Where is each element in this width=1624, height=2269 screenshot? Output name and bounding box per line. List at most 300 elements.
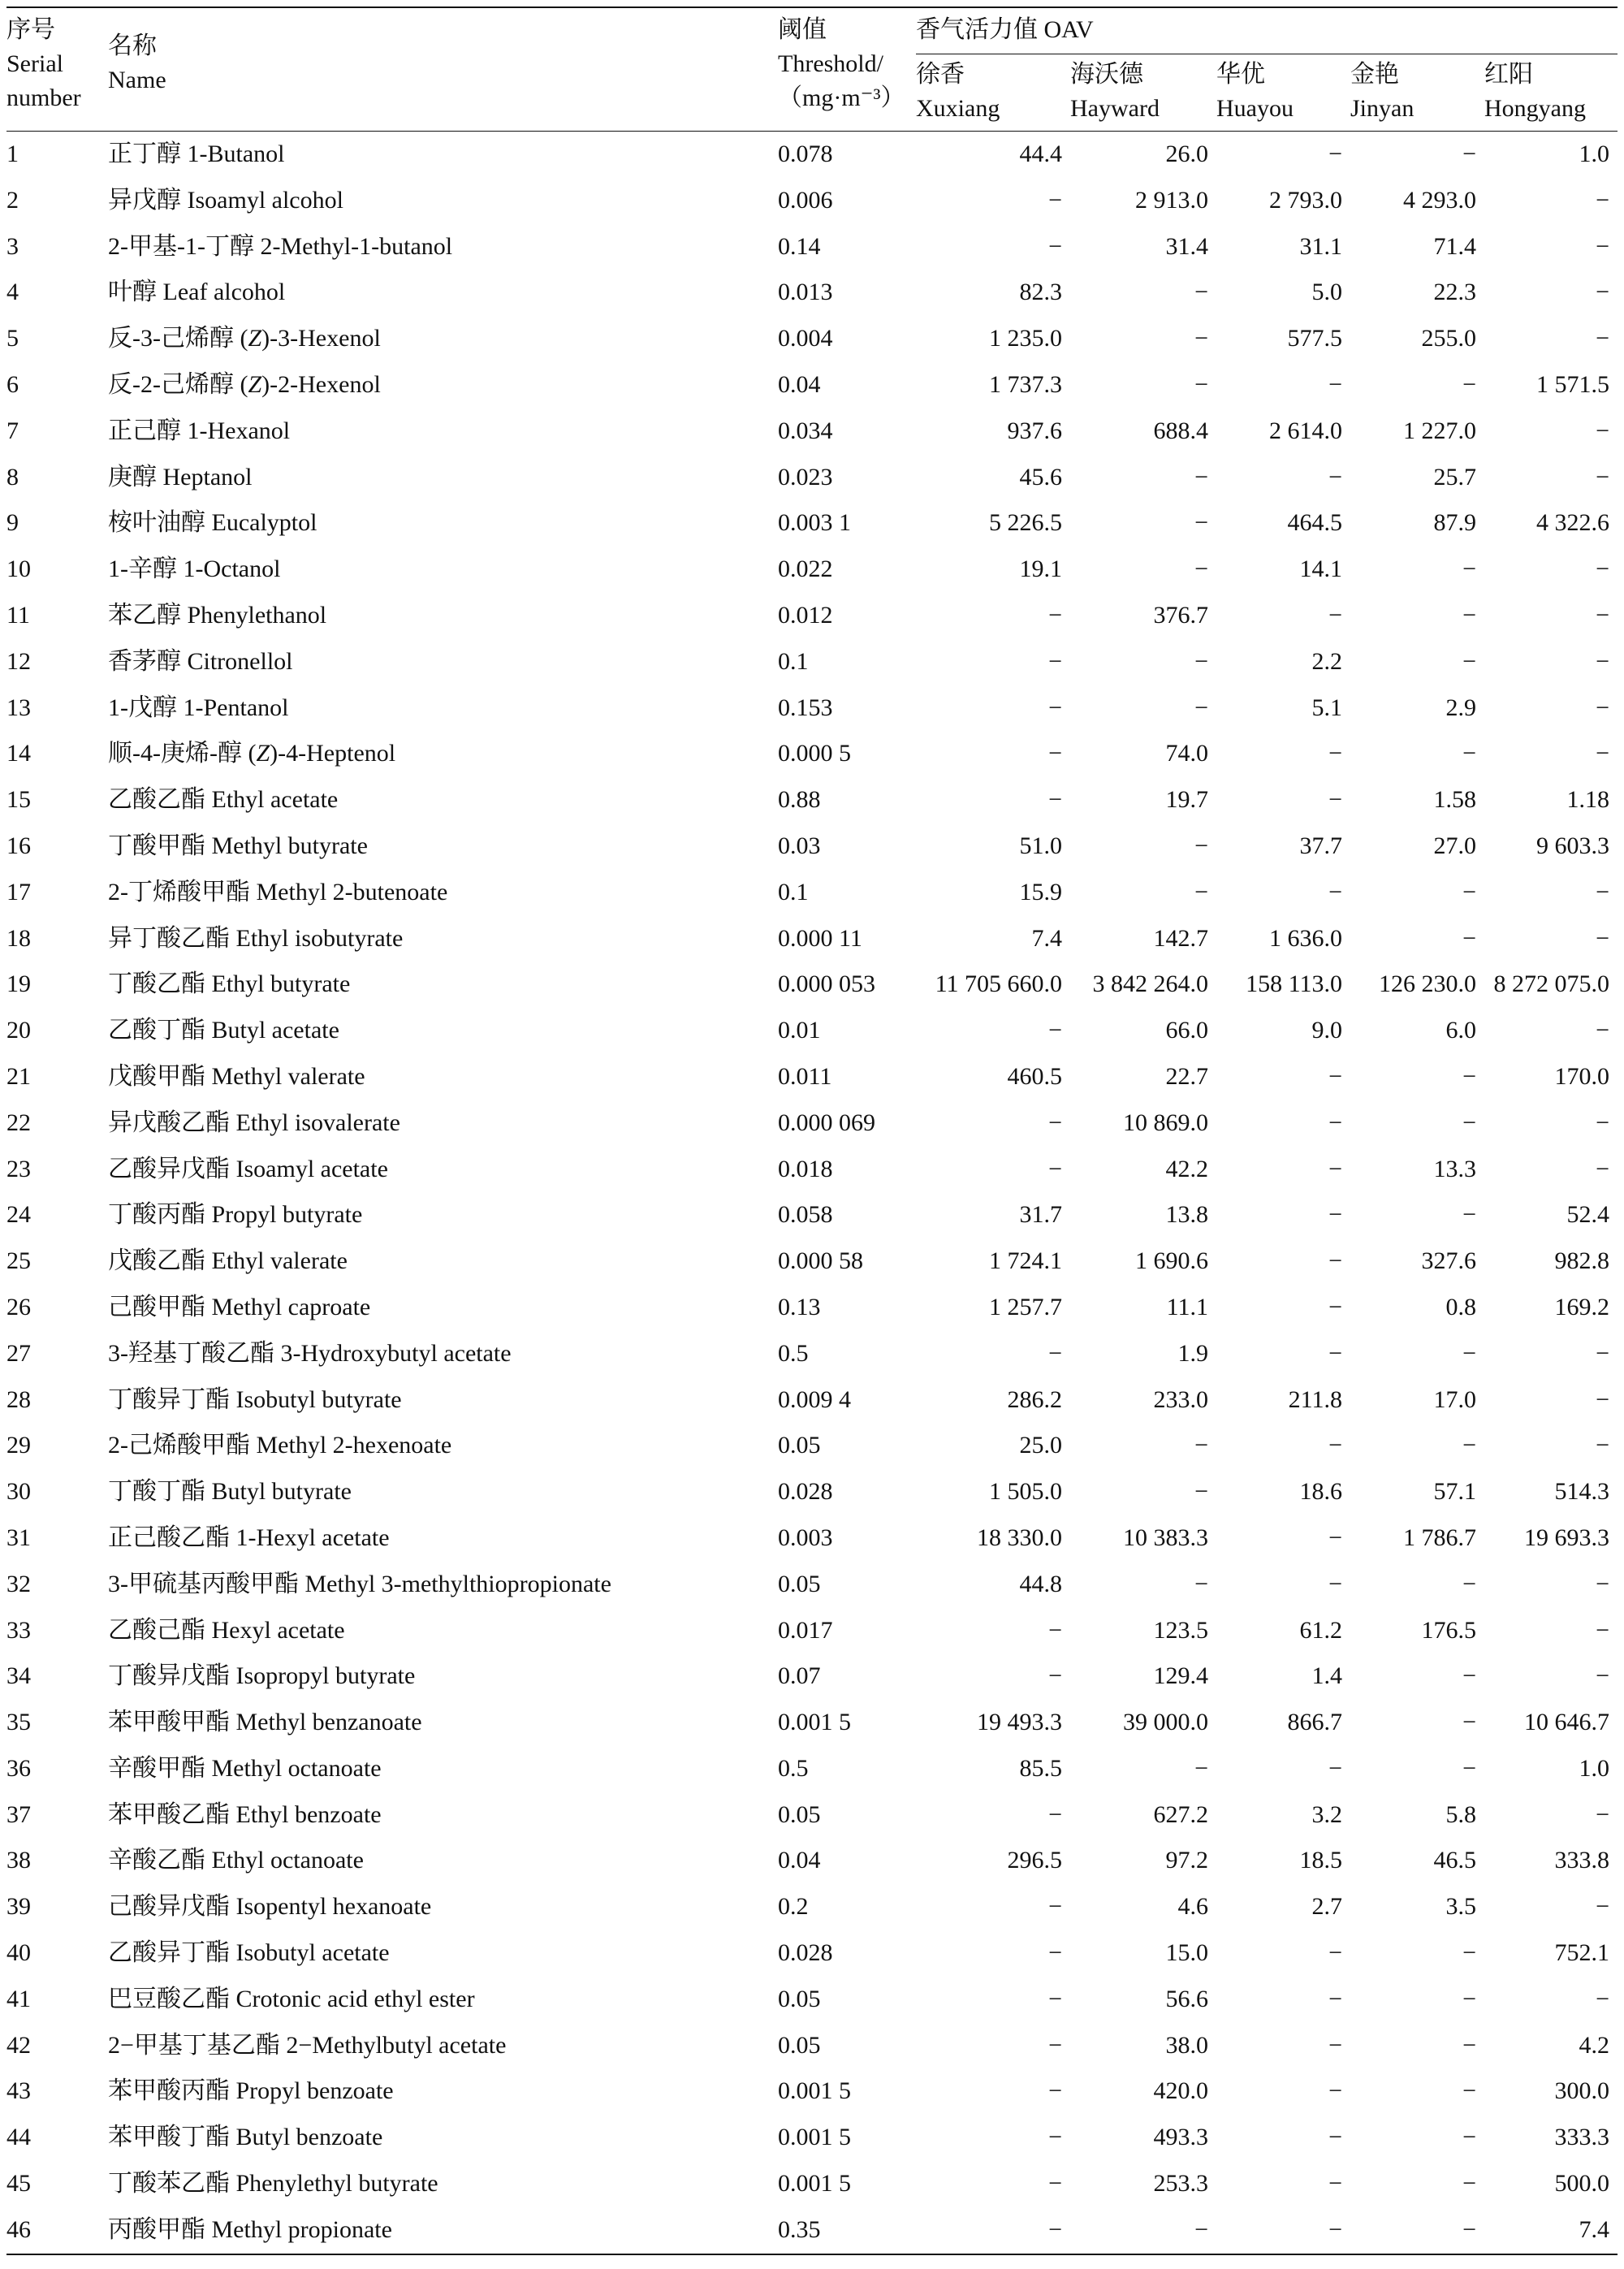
threshold-cell: 0.034 [778,417,833,444]
name-cell [108,962,778,1008]
name-cell [108,1608,778,1654]
table-row [6,1515,1618,1562]
threshold-cell: 0.1 [778,647,809,675]
oav-value-cell: 5.8 [1445,1800,1476,1828]
name-cell [108,1192,778,1238]
name-cn: 异丁酸乙酯 [108,924,230,952]
name-en: Ethyl acetate [211,786,339,814]
oav-value-cell: − [1462,740,1476,767]
oav-value-cell: − [1194,463,1208,491]
serial-cell: 41 [6,1985,31,2012]
threshold-cell: 0.04 [778,1847,821,1874]
name-en: Butyl acetate [211,1017,339,1044]
threshold-cell: 0.001 5 [778,2077,851,2105]
oav-value-cell: 15.9 [1019,878,1062,905]
table-row [6,1331,1618,1377]
oav-value-cell: 1 257.7 [989,1293,1062,1320]
name-en: Methyl octanoate [211,1754,382,1782]
name-cell [108,316,778,362]
oav-value-cell: 3 842 264.0 [1092,970,1208,998]
oav-value-cell: − [1462,1570,1476,1597]
oav-value-cell: 22.7 [1165,1062,1208,1090]
table-row [6,1562,1618,1608]
oav-value-cell: − [1048,186,1062,214]
oav-value-cell: 2 913.0 [1135,186,1208,214]
oav-value-cell: 10 646.7 [1524,1709,1610,1736]
table-row [6,685,1618,732]
oav-value-cell: 4.6 [1177,1893,1208,1921]
serial-cell: 32 [6,1570,31,1597]
oav-value-cell: 26.0 [1165,140,1208,167]
oav-value-cell: 211.8 [1288,1385,1342,1413]
oav-value-cell: − [1048,2031,1062,2059]
name-cn: 3-甲硫基丙酸甲酯 [108,1570,299,1597]
oav-value-cell: − [1048,694,1062,721]
name-en: Isoamyl alcohol [187,186,343,214]
threshold-cell: 0.35 [778,2207,916,2254]
name-cn: 顺-4-庚烯-醇 [108,740,242,767]
oav-value-cell: 66.0 [1165,1017,1208,1044]
oav-value-cell: − [1596,1432,1610,1459]
name-cn: 正己醇 [108,417,181,444]
oav-value-cell: − [1328,140,1342,167]
oav-value-cell: 376.7 [1153,601,1208,629]
oav-value-cell: − [1328,463,1342,491]
name-en: Methyl 2-butenoate [256,878,448,905]
threshold-cell: 0.000 58 [778,1247,863,1275]
name-cn: 乙酸异戊酯 [108,1155,230,1182]
name-cn: 2−甲基丁基乙酯 [108,2031,280,2059]
name-cell [108,1930,778,1977]
oav-value-cell: − [1596,555,1610,583]
name-cn: 丁酸丙酯 [108,1201,205,1229]
oav-value-cell: 2 793.0 [1269,186,1342,214]
serial-cell: 3 [6,232,19,260]
oav-value-cell: − [1462,1754,1476,1782]
serial-cell: 46 [6,2207,108,2254]
table-row [6,2068,1618,2115]
oav-value-cell: 97.2 [1165,1847,1208,1874]
threshold-cell: 0.04 [778,370,821,398]
table-row [6,1792,1618,1839]
name-cn: 乙酸乙酯 [108,786,205,814]
oav-value-cell: 18.6 [1299,1478,1342,1506]
oav-value-cell: − [1596,1800,1610,1828]
threshold-cell: 0.028 [778,1478,833,1506]
name-cell [108,224,778,270]
name-cell [108,2115,778,2161]
threshold-cell: 0.023 [778,463,833,491]
oav-value-cell: 44.4 [1019,140,1062,167]
oav-value-cell: − [1596,1017,1610,1044]
name-cell [108,1977,778,2023]
oav-value-cell: − [1596,1985,1610,2012]
name-cn: 2-丁烯酸甲酯 [108,878,250,905]
oav-value-cell: − [1350,2207,1484,2254]
threshold-cell: 0.013 [778,279,833,306]
table-row [6,1285,1618,1331]
name-en: (Z)-3-Hexenol [240,325,381,352]
oav-value-cell: 38.0 [1165,2031,1208,2059]
oav-value-cell: − [1596,186,1610,214]
oav-value-cell: − [916,2207,1070,2254]
name-cell [108,1700,778,1746]
name-en: 1-Octanol [183,555,281,583]
threshold-cell: 0.003 [778,1523,833,1551]
oav-value-cell: 1 737.3 [989,370,1062,398]
name-cell [108,1515,778,1562]
name-en: Ethyl isobutyrate [235,924,404,952]
serial-cell: 19 [6,970,31,998]
oav-value-cell: 4 322.6 [1536,509,1610,537]
oav-value-cell: 752.1 [1554,1939,1610,1967]
serial-cell: 2 [6,186,19,214]
table-row [6,1608,1618,1654]
oav-value-cell: 57.1 [1433,1478,1476,1506]
oav-value-cell: 87.9 [1433,509,1476,537]
oav-value-cell: 982.8 [1554,1247,1610,1275]
name-en: Isoamyl acetate [235,1155,388,1182]
threshold-cell: 0.000 053 [778,970,875,998]
serial-cell: 30 [6,1478,31,1506]
oav-value-cell: 7.4 [1484,2207,1618,2254]
oav-value-cell: − [1328,1155,1342,1182]
name-cell [108,1562,778,1608]
oav-value-cell: − [1462,1985,1476,2012]
header-name: 名称 Name [108,7,778,132]
name-cn: 异戊醇 [108,186,181,214]
oav-value-cell: 1.58 [1433,786,1476,814]
serial-cell: 14 [6,740,31,767]
oav-value-cell: 327.6 [1421,1247,1476,1275]
threshold-cell: 0.88 [778,786,821,814]
oav-value-cell: 5.0 [1311,279,1342,306]
threshold-cell: 0.1 [778,878,809,905]
name-en: 1-Pentanol [183,694,289,721]
oav-value-cell: 31.4 [1165,232,1208,260]
header-threshold: 阈值 Threshold/ （mg·m⁻³） [778,7,916,132]
serial-cell: 15 [6,786,31,814]
name-en: Leaf alcohol [162,279,286,306]
threshold-cell: 0.05 [778,1570,821,1597]
name-en: Methyl butyrate [211,832,368,859]
serial-cell: 31 [6,1523,31,1551]
oav-value-cell: − [1328,1339,1342,1367]
serial-cell: 33 [6,1616,31,1644]
serial-cell: 7 [6,417,19,444]
oav-value-cell: − [1048,1017,1062,1044]
table-row [6,2115,1618,2161]
oav-value-cell: 333.8 [1554,1847,1610,1874]
oav-value-cell: − [1048,647,1062,675]
name-en: Phenylethyl butyrate [235,2170,438,2198]
name-en: Methyl benzanoate [235,1709,422,1736]
name-en: 2-Methyl-1-butanol [260,232,453,260]
oav-value-cell: 627.2 [1153,1800,1208,1828]
table-row [6,1423,1618,1469]
name-en: Ethyl octanoate [211,1847,364,1874]
name-cell [108,2068,778,2115]
oav-value-cell: − [1596,1570,1610,1597]
oav-value-cell: 0.8 [1445,1293,1476,1320]
serial-cell: 38 [6,1847,31,1874]
name-cn: 1-戊醇 [108,694,177,721]
serial-cell: 39 [6,1893,31,1921]
name-cn: 3-羟基丁酸乙酯 [108,1339,274,1367]
oav-value-cell: − [1048,2170,1062,2198]
table-row [6,916,1618,962]
name-cn: 1-辛醇 [108,555,177,583]
oav-value-cell: − [1048,1616,1062,1644]
name-cell [108,870,778,916]
serial-cell: 18 [6,924,31,952]
oav-value-cell: − [1194,1754,1208,1782]
oav-value-cell: 37.7 [1299,832,1342,859]
name-cell [108,1423,778,1469]
oav-value-cell: 18.5 [1299,1847,1342,1874]
oav-value-cell: 4 293.0 [1403,186,1476,214]
oav-value-cell: − [1596,232,1610,260]
serial-cell: 25 [6,1247,31,1275]
table-row [6,1977,1618,2023]
oav-value-cell: − [1596,463,1610,491]
name-cn: 丙酸甲酯 [108,2215,205,2243]
name-cn: 苯甲酸丙酯 [108,2077,230,2105]
oav-value-cell: 71.4 [1433,232,1476,260]
threshold-cell: 0.000 11 [778,924,862,952]
name-cell [108,593,778,639]
oav-value-cell: 1 786.7 [1403,1523,1476,1551]
header-cultivar: 徐香 Xuxiang [916,54,1070,132]
name-en: Isopentyl hexanoate [235,1893,432,1921]
table-row [6,1884,1618,1930]
name-cn: 丁酸丁酯 [108,1478,205,1506]
oav-value-cell: − [1596,924,1610,952]
name-cn: 丁酸异丁酯 [108,1385,230,1413]
oav-value-cell: − [1048,2124,1062,2151]
name-cn: 丁酸甲酯 [108,832,205,859]
oav-value-cell: − [1194,509,1208,537]
threshold-cell: 0.006 [778,186,833,214]
threshold-cell: 0.5 [778,1339,809,1367]
oav-value-cell: − [1328,1062,1342,1090]
serial-cell: 20 [6,1017,31,1044]
oav-value-cell: − [1048,601,1062,629]
oav-value-cell: 123.5 [1153,1616,1208,1644]
oav-value-cell: 300.0 [1554,2077,1610,2105]
oav-value-cell: − [1328,1754,1342,1782]
oav-value-cell: 1 505.0 [989,1478,1062,1506]
name-cell [108,178,778,224]
table-row [6,1192,1618,1238]
oav-value-cell: 14.1 [1299,555,1342,583]
name-cn: 乙酸异丁酯 [108,1939,230,1967]
name-cell [108,1100,778,1147]
threshold-cell: 0.153 [778,694,833,721]
table-row [6,777,1618,823]
name-cell [108,1792,778,1839]
oav-value-cell: − [1462,1062,1476,1090]
name-cn: 己酸异戊酯 [108,1893,230,1921]
oav-value-cell: − [1596,1339,1610,1367]
oav-value-cell: 1 571.5 [1536,370,1610,398]
table-row [6,1238,1618,1285]
name-cell [108,777,778,823]
name-en: Propyl benzoate [235,2077,394,2105]
name-en: Methyl 3-methylthiopropionate [304,1570,611,1597]
name-cn: 苯甲酸甲酯 [108,1709,230,1736]
oav-value-cell: − [1462,601,1476,629]
oav-value-cell: − [1462,1109,1476,1136]
table-row [6,408,1618,455]
oav-value-cell: 2.2 [1311,647,1342,675]
oav-value-cell: 25.0 [1019,1432,1062,1459]
name-en: Propyl butyrate [211,1201,363,1229]
oav-value-cell: 464.5 [1287,509,1342,537]
oav-value-cell: − [1596,740,1610,767]
table-row [6,1147,1618,1193]
oav-value-cell: − [1328,740,1342,767]
name-cell [108,2161,778,2207]
table-row [6,1930,1618,1977]
oav-value-cell: − [1194,832,1208,859]
oav-value-cell: − [1462,1201,1476,1229]
name-cell [108,2207,778,2254]
oav-value-cell: − [1048,1155,1062,1182]
oav-value-cell: 170.0 [1554,1062,1610,1090]
threshold-cell: 0.05 [778,1800,821,1828]
table-row [6,1746,1618,1792]
serial-cell: 40 [6,1939,31,1967]
name-cn: 桉叶油醇 [108,509,205,537]
oav-value-cell: 333.3 [1554,2124,1610,2151]
name-cn: 辛酸甲酯 [108,1754,205,1782]
oav-value-cell: 9.0 [1311,1017,1342,1044]
name-cn: 丁酸异戊酯 [108,1662,230,1690]
threshold-cell: 0.05 [778,2031,821,2059]
oav-value-cell: 10 869.0 [1123,1109,1208,1136]
name-en: Crotonic acid ethyl ester [235,1985,475,2012]
oav-value-cell: − [1328,1985,1342,2012]
oav-value-cell: − [1328,370,1342,398]
name-en: Methyl caproate [211,1293,371,1320]
threshold-cell: 0.000 069 [778,1109,875,1136]
name-en: 1-Hexanol [187,417,291,444]
name-cn: 苯乙醇 [108,601,181,629]
oav-value-cell: − [1048,1985,1062,2012]
threshold-cell: 0.028 [778,1939,833,1967]
table-row [6,1700,1618,1746]
name-cn: 2-己烯酸甲酯 [108,1432,250,1459]
oav-value-cell: − [1462,2124,1476,2151]
header-cultivar: 金艳 Jinyan [1350,54,1484,132]
oav-value-cell: 10 383.3 [1123,1523,1208,1551]
threshold-cell: 0.001 5 [778,2170,851,2198]
oav-value-cell: 7.4 [1031,924,1062,952]
header-cultivar: 海沃德 Hayward [1070,54,1216,132]
threshold-cell: 0.017 [778,1616,833,1644]
name-cn: 正丁醇 [108,140,181,167]
oav-value-cell: 866.7 [1287,1709,1342,1736]
oav-value-cell: − [1596,1155,1610,1182]
threshold-cell: 0.001 5 [778,1709,851,1736]
threshold-cell: 0.07 [778,1662,821,1690]
oav-value-cell: − [1328,2124,1342,2151]
table-row [6,1008,1618,1054]
threshold-cell: 0.011 [778,1062,832,1090]
oav-value-cell: − [1194,325,1208,352]
threshold-cell: 0.078 [778,140,833,167]
serial-cell: 10 [6,555,31,583]
table-row [6,178,1618,224]
serial-cell: 36 [6,1754,31,1782]
name-cn: 戊酸甲酯 [108,1062,205,1090]
oav-value-cell: 142.7 [1153,924,1208,952]
table-row [6,2161,1618,2207]
oav-value-cell: − [1048,1662,1062,1690]
threshold-cell: 0.2 [778,1893,809,1921]
threshold-cell: 0.01 [778,1017,821,1044]
oav-value-cell: − [1596,647,1610,675]
oav-value-cell: 15.0 [1165,1939,1208,1967]
name-en: Heptanol [162,463,253,491]
oav-value-cell: 6.0 [1445,1017,1476,1044]
oav-value-cell: − [1596,601,1610,629]
oav-value-cell: − [1328,2170,1342,2198]
oav-value-cell: 5 226.5 [989,509,1062,537]
serial-cell: 23 [6,1155,31,1182]
oav-value-cell: 19.7 [1165,786,1208,814]
table-row [6,731,1618,777]
oav-value-cell: 176.5 [1421,1616,1476,1644]
oav-value-cell: 2 614.0 [1269,417,1342,444]
oav-value-cell: 3.2 [1311,1800,1342,1828]
oav-value-cell: − [1194,370,1208,398]
name-cell [108,1653,778,1700]
name-cell [108,639,778,685]
oav-value-cell: − [1194,555,1208,583]
name-en: Isopropyl butyrate [235,1662,416,1690]
oav-value-cell: 169.2 [1554,1293,1610,1320]
name-cell [108,1008,778,1054]
serial-cell: 42 [6,2031,31,2059]
oav-value-cell: 158 113.0 [1246,970,1342,998]
threshold-cell: 0.001 5 [778,2124,851,2151]
name-cn: 丁酸乙酯 [108,970,205,998]
oav-value-cell: − [1194,279,1208,306]
name-cell [108,408,778,455]
threshold-cell: 0.5 [778,1754,809,1782]
name-en: Isobutyl butyrate [235,1385,402,1413]
oav-value-cell: 514.3 [1554,1478,1610,1506]
name-en: Ethyl butyrate [211,970,351,998]
oav-table [6,6,1618,2255]
serial-cell: 12 [6,647,31,675]
oav-value-cell: 31.1 [1299,232,1342,260]
name-cell [108,1746,778,1792]
oav-value-cell: 233.0 [1153,1385,1208,1413]
oav-value-cell: 19.1 [1019,555,1062,583]
oav-value-cell: 39 000.0 [1123,1709,1208,1736]
name-en: Ethyl benzoate [235,1800,382,1828]
table-row [6,593,1618,639]
name-en: 1-Butanol [187,140,285,167]
threshold-cell: 0.05 [778,1985,821,2012]
header-serial: 序号 Serial number [6,7,108,132]
name-cell [108,731,778,777]
oav-value-cell: − [1462,555,1476,583]
oav-value-cell: 1.4 [1311,1662,1342,1690]
